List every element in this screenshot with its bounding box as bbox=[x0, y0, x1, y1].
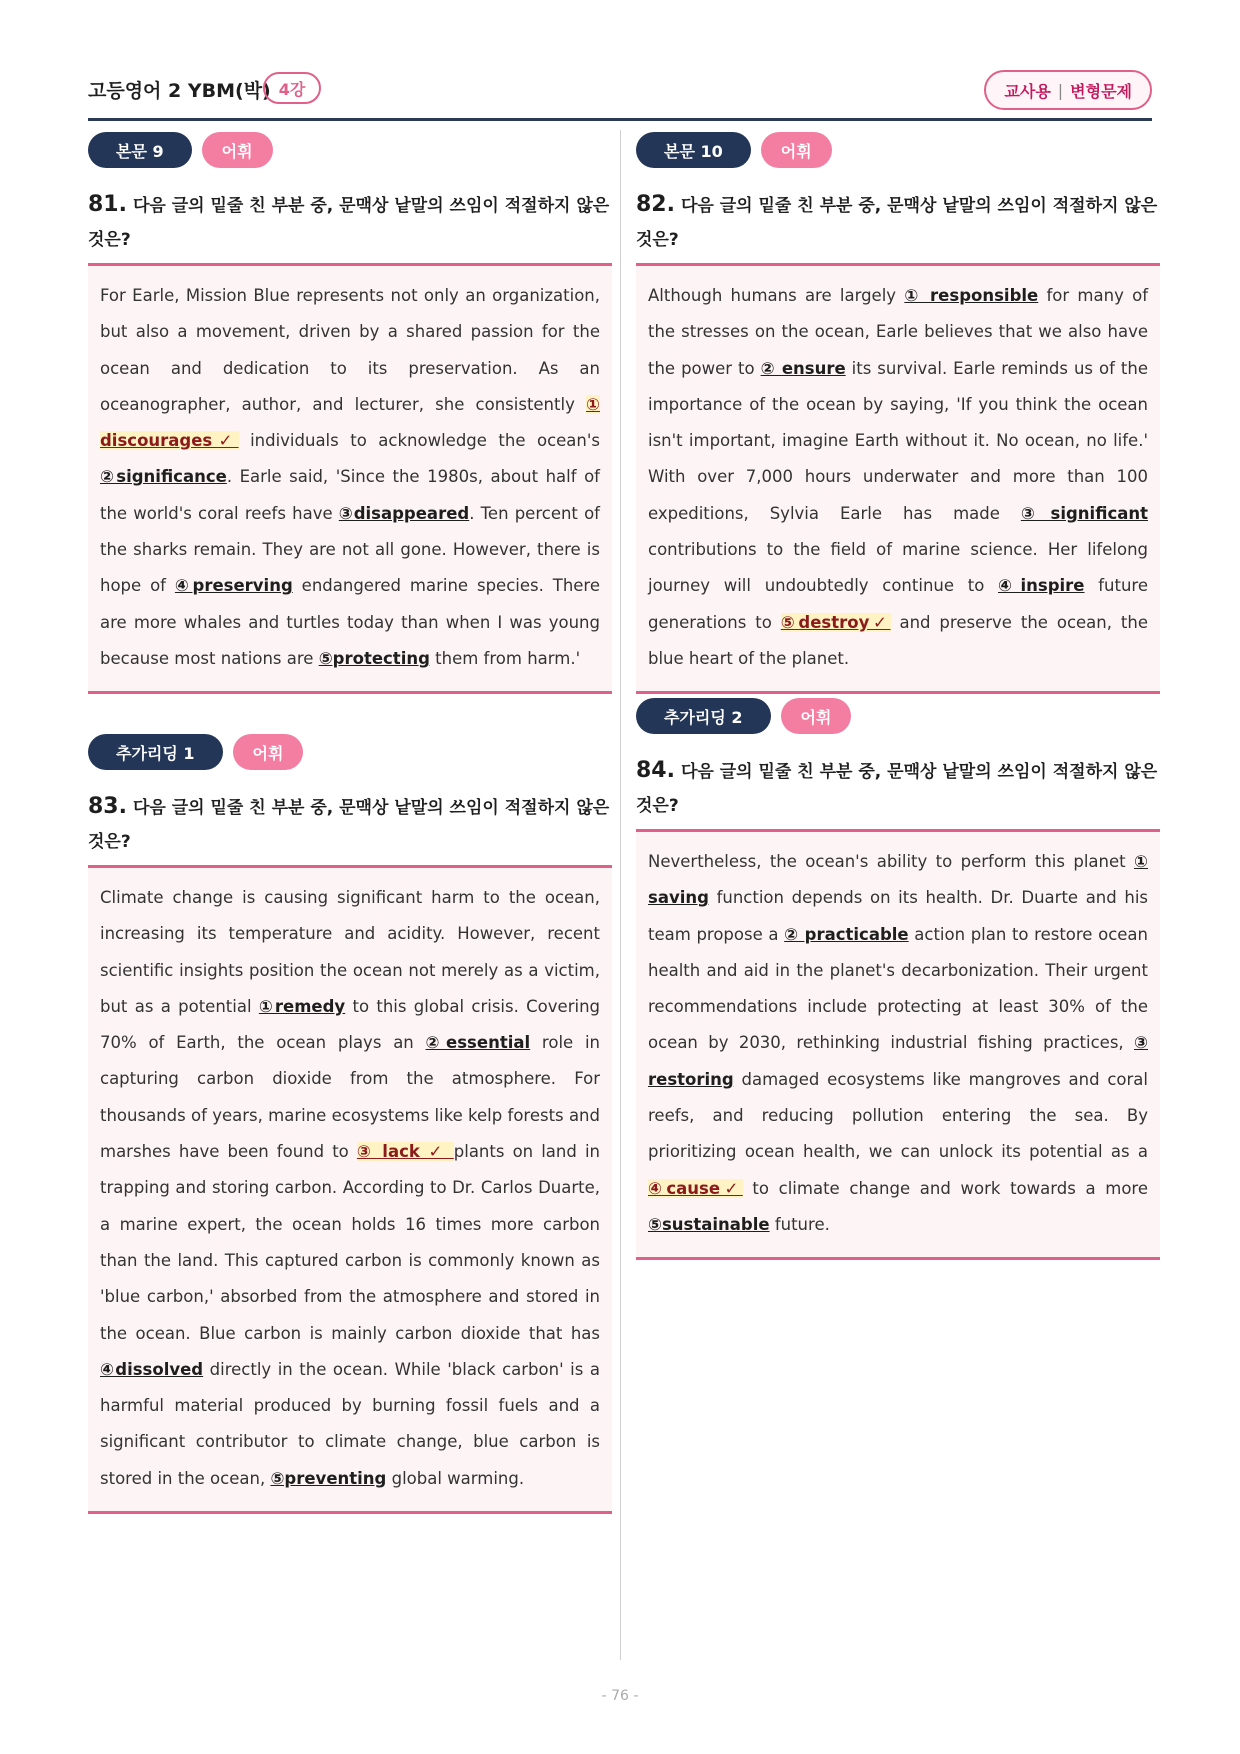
choice-3: ③ restoring bbox=[648, 1033, 1148, 1089]
passage-rule bbox=[636, 691, 1160, 694]
passage-text: action plan to restore ocean health and aid in the planet's decarbonization. Their urgent recommendations include protecting at least 30% of the ocean by 2030, rethinking industrial fishing practices, bbox=[648, 924, 1148, 1053]
answer-choice-3: ③ lack ✓ bbox=[356, 1142, 454, 1162]
question-number: 84. bbox=[636, 758, 675, 783]
passage-text: future. bbox=[769, 1214, 830, 1234]
question-81 bbox=[88, 132, 612, 694]
section-tags bbox=[636, 698, 1160, 734]
passage-text: to climate change and work towards a more bbox=[742, 1178, 1148, 1198]
source-tag: 추가리딩 1 bbox=[88, 734, 223, 770]
question-number: 83. bbox=[88, 794, 127, 819]
choice-1: ①remedy bbox=[258, 996, 346, 1016]
category-tag: 어휘 bbox=[781, 698, 852, 734]
question-82 bbox=[636, 132, 1160, 694]
answer-choice-4: ④cause✓ bbox=[648, 1178, 743, 1198]
passage bbox=[88, 266, 612, 691]
choice-1: ① saving bbox=[648, 852, 1148, 908]
source-tag: 본문 9 bbox=[88, 132, 192, 168]
passage-text: For Earle, Mission Blue represents not only an organization, but also a movement, driven by a shared passion for the ocean and dedication to its preservation. As an oceanographer, author, and lecturer, she consistently bbox=[100, 286, 600, 414]
question-text: 다음 글의 밑줄 친 부분 중, 문맥상 낱말의 쓰임이 적절하지 않은 것은? bbox=[88, 196, 610, 250]
choice-5: ⑤preventing bbox=[270, 1468, 387, 1488]
passage-text: function depends on its health. Dr. Duarte and his team propose a bbox=[648, 888, 1148, 944]
choice-2: ② practicable bbox=[784, 924, 909, 944]
page-header bbox=[88, 70, 1152, 121]
question-prompt bbox=[88, 188, 612, 257]
passage-rule bbox=[88, 1511, 612, 1514]
passage-text: Nevertheless, the ocean's ability to perform this planet bbox=[648, 852, 1135, 871]
section-tags bbox=[636, 132, 1160, 168]
passage-text: and preserve the ocean, the blue heart of the planet. bbox=[648, 612, 1148, 668]
passage-text: . Ten percent of the sharks remain. They are not all gone. However, there is hope of bbox=[100, 503, 600, 596]
choice-5: ⑤protecting bbox=[318, 648, 430, 668]
passage-text: its survival. Earle reminds us of the importance of the ocean by saying, 'If you think the ocean isn't important, imagine Earth without it. No ocean, no life.' With over 7,000 hours underwater and more than 100 expeditions, Sylvia Earle has made bbox=[648, 358, 1148, 523]
choice-4: ④dissolved bbox=[100, 1359, 204, 1379]
page-number: - 76 - bbox=[601, 1688, 639, 1704]
passage-text: directly in the ocean. While 'black carbon' is a harmful material produced by burning fossil fuels and a significant contributor to climate change, blue carbon is stored in the ocean, bbox=[100, 1359, 600, 1488]
passage-rule bbox=[88, 691, 612, 694]
choice-2: ② ensure bbox=[760, 358, 846, 378]
passage-text: Although humans are largely bbox=[648, 286, 905, 305]
passage-text: future generations to bbox=[648, 576, 1148, 632]
answer-choice-1: ① discourages✓ bbox=[100, 394, 600, 451]
passage-text: Climate change is causing significant harm to the ocean, increasing its temperature and acidity. However, recent scientific insights position the ocean not merely as a victim, but as a potential bbox=[100, 888, 600, 1016]
passage-text: them from harm.' bbox=[429, 648, 581, 668]
choice-4: ④preserving bbox=[174, 576, 293, 596]
question-text: 다음 글의 밑줄 친 부분 중, 문맥상 낱말의 쓰임이 적절하지 않은 것은? bbox=[636, 196, 1158, 250]
choice-4: ④inspire bbox=[998, 576, 1085, 596]
choice-3: ③significant bbox=[1020, 503, 1148, 523]
question-text: 다음 글의 밑줄 친 부분 중, 문맥상 낱말의 쓰임이 적절하지 않은 것은? bbox=[636, 762, 1158, 816]
passage-text: for many of the stresses on the ocean, Earle believes that we also have the power to bbox=[648, 286, 1148, 378]
passage bbox=[636, 832, 1160, 1257]
passage-text: . Earle said, 'Since the 1980s, about half of the world's coral reefs have bbox=[100, 467, 600, 523]
passage-rule bbox=[636, 1257, 1160, 1260]
role-label: 교사용 bbox=[1004, 81, 1051, 101]
question-prompt bbox=[636, 188, 1160, 257]
column-divider bbox=[620, 130, 621, 1660]
question-prompt bbox=[636, 754, 1160, 823]
choice-2: ②essential bbox=[425, 1033, 531, 1053]
passage-text: endangered marine species. There are more whales and turtles today than when I was young because most nations are bbox=[100, 576, 600, 668]
section-tags bbox=[88, 734, 612, 770]
choice-1: ① responsible bbox=[904, 286, 1039, 305]
lesson-badge: 4강 bbox=[263, 72, 321, 104]
type-label: 변형문제 bbox=[1070, 81, 1132, 101]
choice-3: ③disappeared bbox=[338, 503, 470, 523]
document-title: 고등영어 2 YBM(박) bbox=[88, 80, 271, 102]
passage-text: plants on land in trapping and storing carbon. According to Dr. Carlos Duarte, a marine expert, the ocean holds 16 times more carbon than the land. This captured carbon is commonly known as 'blue carbon,' absorbed from the atmosphere and stored in the ocean. Blue carbon is mainly carbon dioxide that has bbox=[100, 1142, 600, 1343]
section-tags bbox=[88, 132, 612, 168]
passage-text: individuals to acknowledge the ocean's bbox=[238, 431, 600, 451]
passage bbox=[88, 868, 612, 1511]
question-prompt bbox=[88, 790, 612, 859]
question-83 bbox=[88, 734, 612, 1514]
question-text: 다음 글의 밑줄 친 부분 중, 문맥상 낱말의 쓰임이 적절하지 않은 것은? bbox=[88, 798, 610, 852]
question-number: 81. bbox=[88, 192, 127, 217]
category-tag: 어휘 bbox=[233, 734, 304, 770]
edition-badge bbox=[984, 70, 1152, 110]
passage-text: global warming. bbox=[386, 1468, 525, 1488]
separator: | bbox=[1057, 80, 1064, 100]
passage-text: contributions to the field of marine science. Her lifelong journey will undoubtedly continue to bbox=[648, 540, 1148, 596]
answer-choice-5: ⑤destroy✓ bbox=[780, 612, 891, 632]
source-tag: 추가리딩 2 bbox=[636, 698, 771, 734]
passage-text: damaged ecosystems like mangroves and coral reefs, and reducing pollution entering the sea. By prioritizing ocean health, we can unlock its potential as a bbox=[648, 1069, 1148, 1162]
question-84 bbox=[636, 698, 1160, 1260]
question-number: 82. bbox=[636, 192, 675, 217]
passage-text: role in capturing carbon dioxide from the atmosphere. For thousands of years, marine ecosystems like kelp forests and marshes have been found to bbox=[100, 1033, 600, 1162]
passage-text: to this global crisis. Covering 70% of Earth, the ocean plays an bbox=[100, 996, 600, 1053]
category-tag: 어휘 bbox=[761, 132, 832, 168]
category-tag: 어휘 bbox=[202, 132, 273, 168]
choice-5: ⑤sustainable bbox=[648, 1214, 770, 1234]
source-tag: 본문 10 bbox=[636, 132, 751, 168]
choice-2: ②significance bbox=[100, 467, 227, 487]
passage bbox=[636, 266, 1160, 691]
